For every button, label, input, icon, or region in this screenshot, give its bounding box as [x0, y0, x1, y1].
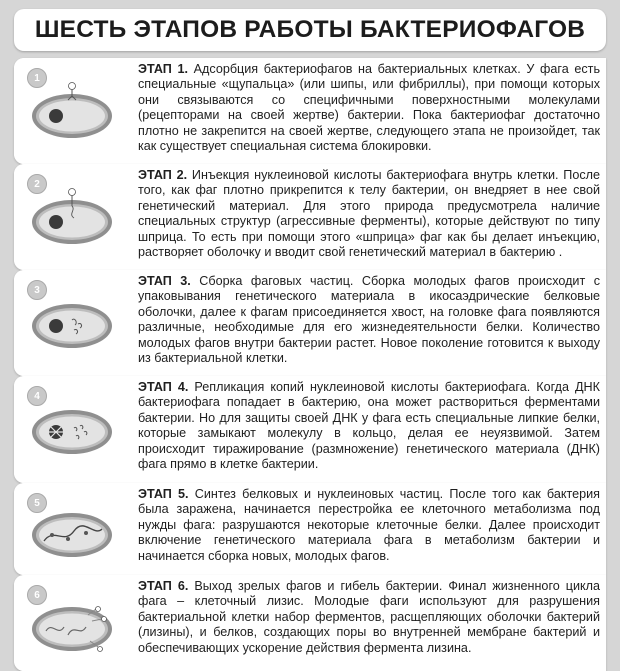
bacterium-adsorption-icon: [28, 76, 116, 146]
step-5-illustration: [14, 483, 132, 575]
step-4-description: [138, 380, 600, 472]
step-number-badge: 2: [27, 174, 47, 194]
bacterium-injection-icon: [28, 182, 116, 252]
step-6-description: [138, 579, 600, 656]
step-1-label: ЭТАП 1.: [138, 62, 188, 76]
step-2-description: [138, 168, 600, 260]
step-3: [14, 270, 606, 376]
step-6-label: ЭТАП 6.: [138, 579, 189, 593]
step-2-label: ЭТАП 2.: [138, 168, 188, 182]
bacterium-assembly-icon: [28, 288, 116, 358]
step-1: [14, 58, 606, 164]
step-2: [14, 164, 606, 270]
step-number-badge: 3: [27, 280, 47, 300]
bacterium-synthesis-icon: [28, 497, 116, 567]
step-4-text: Репликация копий нуклеиновой кислоты бактериофага. Когда ДНК бактериофага попадает в бактерию, она может раствориться ферментами бактерии. Но для защиты своей ДНК у фага есть специальные липкие белки, которые замыкают молекулу в кольцо, делая ее неуязвимой. Затем происходит тиражирование (размножение) генетического материала (ДНК) фага прямо в клетке бактерии.: [138, 380, 600, 472]
page-title: ШЕСТЬ ЭТАПОВ РАБОТЫ БАКТЕРИОФАГОВ: [34, 16, 586, 43]
step-number-badge: 5: [27, 493, 47, 513]
step-6: [14, 575, 606, 671]
step-3-description: [138, 274, 600, 366]
step-6-illustration: [14, 575, 132, 671]
bacterium-lysis-icon: [28, 591, 116, 661]
step-5-text: Синтез белковых и нуклеиновых частиц. После того как бактерия была заражена, начинается перестройка ее клеточного метаболизма под нужды фага: разрушаются некоторые клеточные белки. Далее происходит включение генетического материала фага в метаболизм бактерии и начинается сборка новых, молодых фагов.: [138, 487, 600, 563]
step-2-illustration: [14, 164, 132, 270]
step-5: [14, 483, 606, 575]
step-1-text: Адсорбция бактериофагов на бактериальных клетках. У фага есть специальные «щупальца» (или шипы, или фибриллы), при помощи которых они связываются со специфичными поверхностными молекулами (рецепторами на своей жертве) бактерии. Пока бактериофаг достаточно плотно не закрепится на своей жертве, следующего этапа не произойдет, так как существует специальная система блокировки.: [138, 62, 601, 154]
step-number-badge: 1: [27, 68, 47, 88]
step-3-label: ЭТАП 3.: [138, 274, 191, 288]
step-6-text: Выход зрелых фагов и гибель бактерии. Финал жизненного цикла фага – клеточный лизис. Молодые фаги используют для разрушения бактериальной клетки набор ферментов, расщепляющих оболочки бактерий (лизины), и белков, создающих поры во внутренней мембране бактерий и обеспечивающих ускорение действия фермента лизина.: [138, 579, 601, 655]
step-3-illustration: [14, 270, 132, 376]
step-4-illustration: [14, 376, 132, 483]
step-4-label: ЭТАП 4.: [138, 380, 189, 394]
step-3-text: Сборка фаговых частиц. Сборка молодых фагов происходит с упаковывания генетического материала в икосаэдрические белковые оболочки, далее к фагам присоединяется хвост, на головке фага появляются различные, необходимые для его жизнедеятельности белки. Количество молодых фагов внутри бактерии растет. Новое поколение готовится к выходу из бактериальной клетки.: [138, 274, 600, 366]
step-2-text: Инъекция нуклеиновой кислоты бактериофага внутрь клетки. После того, как фаг плотно прикрепится к телу бактерии, он внедряет в нее свой генетический материал. Для этого природа предусмотрела наличие специальных структур (агрессивные ферменты), которые действуют по типу шприца. То есть при помощи этого «шприца» фаг как бы делает инъекцию, растворяет оболочку и вводит свой генетический материал в бактерию .: [138, 168, 601, 260]
step-5-label: ЭТАП 5.: [138, 487, 189, 501]
step-number-badge: 4: [27, 386, 47, 406]
title-bar: [14, 9, 606, 51]
step-5-description: [138, 487, 600, 564]
step-1-description: [138, 62, 600, 154]
step-number-badge: 6: [27, 585, 47, 605]
step-4: [14, 376, 606, 483]
bacterium-replication-icon: [28, 394, 116, 464]
step-1-illustration: [14, 58, 132, 164]
